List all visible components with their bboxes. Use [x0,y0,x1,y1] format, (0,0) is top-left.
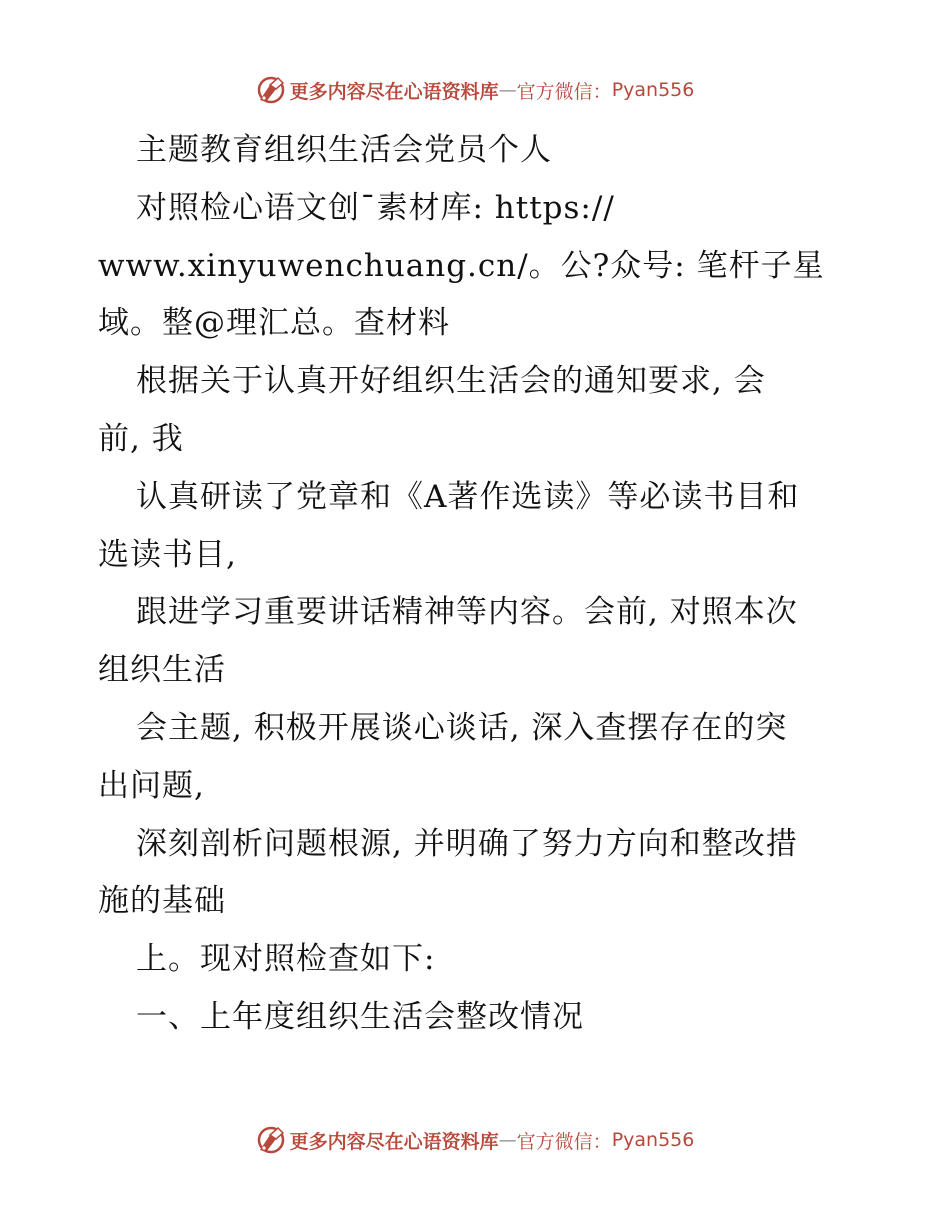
pen-logo-icon [256,75,286,105]
doc-paragraph-line: 组织生活 [98,652,226,689]
document-body [98,122,868,1047]
header-separator: — [498,79,517,101]
doc-paragraph-line: 选读书目, [98,536,237,573]
doc-paragraph-line: 会主题, 积极开展谈心谈话, 深入查摆存在的突 [136,709,788,746]
footer-banner [0,1120,950,1160]
pen-logo-icon [256,1125,286,1155]
doc-paragraph-line: 上。现对照检查如下: [136,941,436,978]
footer-wechat-label: 官方微信： [516,1130,612,1153]
doc-paragraph-line: 施的基础 [98,883,226,920]
doc-section-heading: 一、上年度组织生活会整改情况 [136,998,584,1035]
doc-paragraph-line: 跟进学习重要讲话精神等内容。会前, 对照本次 [136,594,798,631]
footer-brand-text: 更多内容尽在心语资料库 [289,1130,499,1153]
doc-paragraph-line: 出问题, [98,767,205,804]
doc-paragraph-line: 认真研读了党章和《A著作选读》等必读书目和 [136,478,800,515]
doc-paragraph-line: 深刻剖析问题根源, 并明确了努力方向和整改措 [136,825,798,862]
doc-title-line-2: 对照检心语文创¯素材库: https:// [136,189,615,226]
header-brand-text: 更多内容尽在心语资料库 [289,80,499,103]
doc-line-4: 域。整@理汇总。查材料 [98,305,450,342]
footer-wechat-id: Pyan556 [611,1129,695,1151]
doc-title-line-1: 主题教育组织生活会党员个人 [136,132,552,168]
header-wechat-label: 官方微信： [516,80,612,103]
header-banner [0,70,950,110]
doc-paragraph-line: 前, 我 [98,420,184,457]
doc-line-3: www.xinyuwenchuang.cn/。公?众号: 笔杆子星 [98,247,825,284]
header-wechat-id: Pyan556 [611,79,695,101]
doc-paragraph-line: 根据关于认真开好组织生活会的通知要求, 会 [136,363,766,400]
footer-separator: — [498,1129,517,1151]
